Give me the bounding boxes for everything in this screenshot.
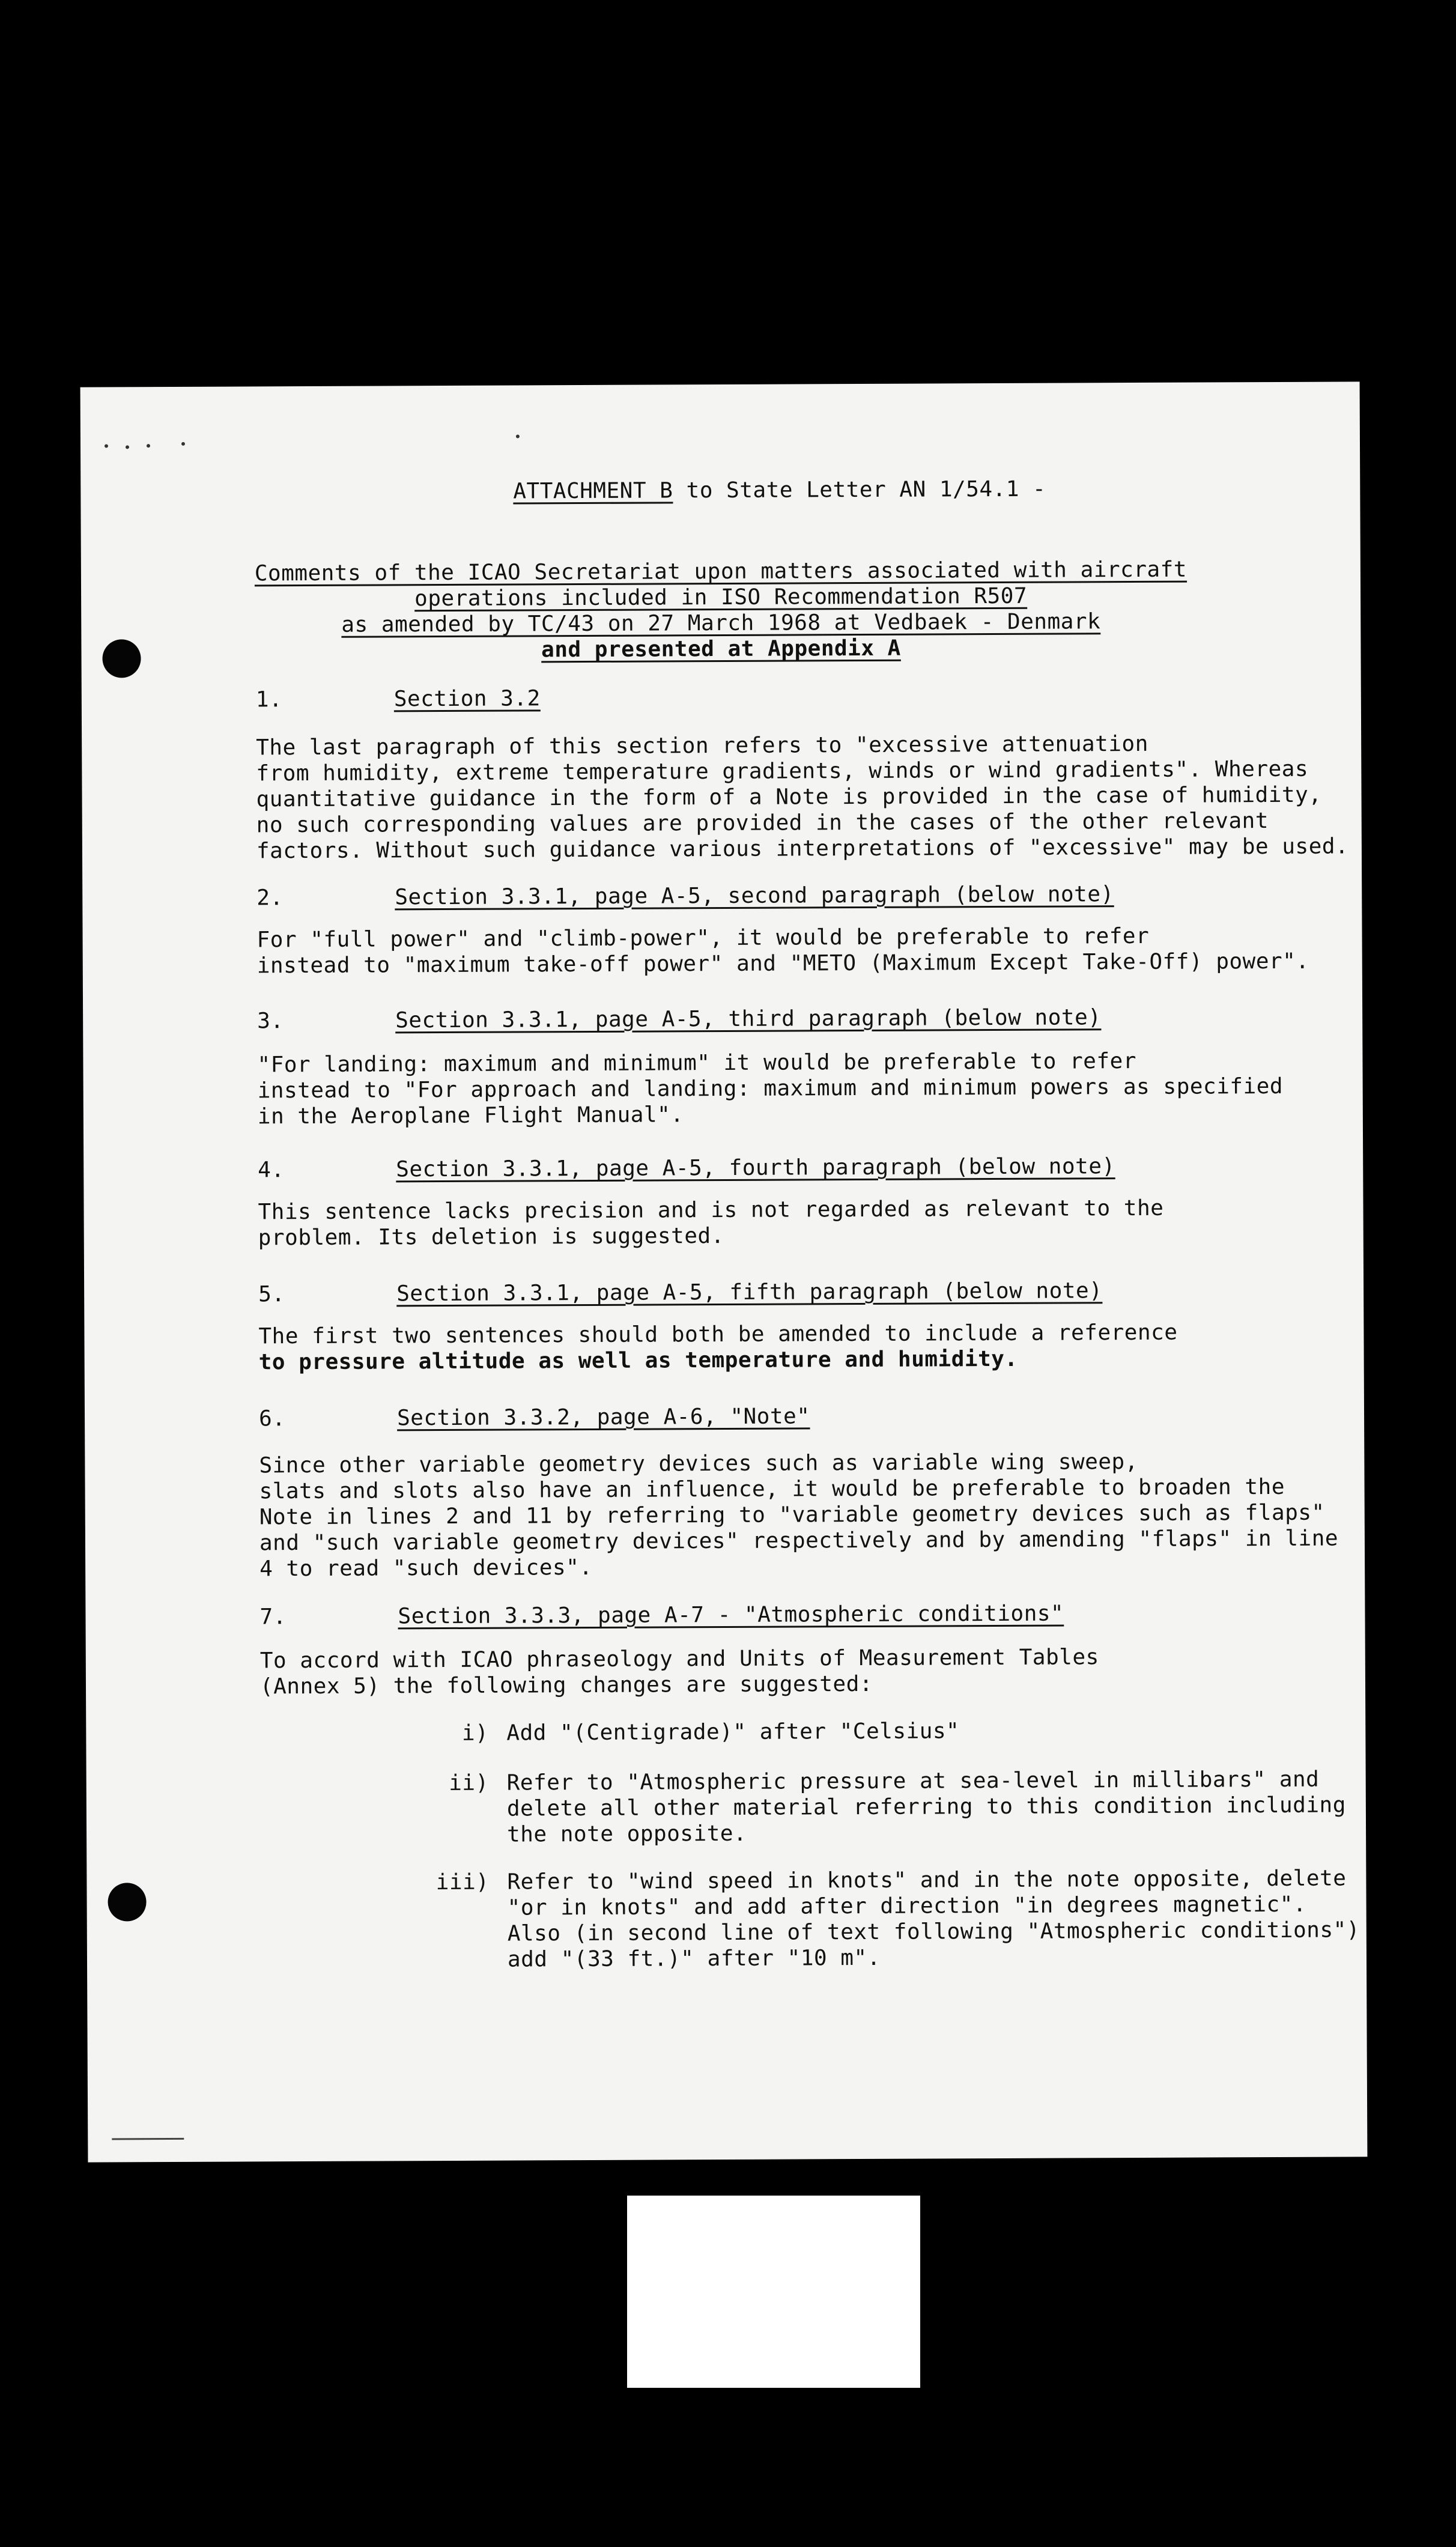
document-page: [80, 381, 1368, 2162]
section-heading: Section 3.3.1, page A-5, third paragraph (below note): [395, 1005, 1102, 1033]
body-line: slats and slots also have an influence, it would be preferable to broaden the: [259, 1474, 1285, 1504]
title-line-4: and presented at Appendix A: [541, 636, 901, 663]
body-line: instead to "maximum take-off power" and "METO (Maximum Except Take-Off) power".: [256, 949, 1309, 979]
body-line: For "full power" and "climb-power", it would be preferable to refer: [256, 923, 1150, 953]
body-line: to pressure altitude as well as temperature and humidity.: [258, 1346, 1018, 1375]
body-line: (Annex 5) the following changes are suggested:: [259, 1671, 873, 1699]
body-line: 4 to read "such devices".: [259, 1555, 593, 1582]
section-heading: Section 3.3.1, page A-5, fourth paragraph (below note): [396, 1154, 1115, 1182]
item-line: add "(33 ft.)" after "10 m".: [507, 1945, 881, 1972]
body-line: problem. Its deletion is suggested.: [258, 1223, 724, 1251]
item-label: ii): [449, 1770, 489, 1796]
section-number: 6.: [258, 1406, 286, 1431]
body-line: no such corresponding values are provided in the cases of the other relevant: [256, 809, 1269, 838]
attachment-label: ATTACHMENT B: [513, 478, 673, 504]
body-line: The first two sentences should both be amended to include a reference: [258, 1320, 1178, 1349]
title-line-1: Comments of the ICAO Secretariat upon matters associated with aircraft: [254, 557, 1188, 586]
body-line: To accord with ICAO phraseology and Units of Measurement Tables: [259, 1645, 1099, 1674]
body-line: "For landing: maximum and minimum" it would be preferable to refer: [257, 1048, 1137, 1078]
body-line: and "such variable geometry devices" respectively and by amending "flaps" in line: [259, 1526, 1339, 1556]
body-line: in the Aeroplane Flight Manual".: [257, 1102, 684, 1129]
section-number: 3.: [257, 1009, 284, 1034]
section-heading: Section 3.3.3, page A-7 - "Atmospheric conditions": [398, 1601, 1064, 1629]
speck: [147, 444, 150, 448]
item-line: the note opposite.: [506, 1821, 747, 1847]
speck: [105, 444, 108, 448]
item-line: Also (in second line of text following "Atmospheric conditions"): [507, 1917, 1360, 1946]
body-line: instead to "For approach and landing: maximum and minimum powers as specified: [257, 1073, 1284, 1103]
section-number: 5.: [258, 1282, 285, 1307]
item-line: "or in knots" and add after direction "in degrees magnetic".: [507, 1892, 1307, 1920]
item-line: Refer to "Atmospheric pressure at sea-level in millibars" and: [506, 1767, 1320, 1796]
speck: [126, 445, 129, 449]
body-line: factors. Without such guidance various interpretations of "excessive" may be used.: [256, 834, 1349, 864]
punch-hole: [108, 1883, 146, 1921]
item-line: Add "(Centigrade)" after "Celsius": [506, 1719, 960, 1746]
blank-card: [627, 2196, 920, 2388]
section-heading: Section 3.3.1, page A-5, second paragraph (below note): [395, 882, 1114, 910]
body-line: Note in lines 2 and 11 by referring to "variable geometry devices such as flaps": [259, 1500, 1325, 1530]
section-heading: Section 3.3.2, page A-6, "Note": [396, 1404, 810, 1431]
section-number: 7.: [259, 1604, 287, 1630]
body-line: quantitative guidance in the form of a Note is provided in the case of humidity,: [256, 782, 1322, 812]
item-line: Refer to "wind speed in knots" and in the note opposite, delete: [507, 1866, 1347, 1895]
edge-mark: [112, 2138, 184, 2140]
item-label: i): [461, 1720, 489, 1746]
body-line: Since other variable geometry devices such as variable wing sweep,: [259, 1449, 1138, 1478]
body-line: The last paragraph of this section refers to "excessive attenuation: [256, 731, 1148, 760]
state-letter-ref: to State Letter AN 1/54.1 -: [686, 476, 1046, 503]
section-heading: Section 3.3.1, page A-5, fifth paragraph (below note): [396, 1278, 1103, 1307]
speck: [181, 442, 185, 446]
title-line-2: operations included in ISO Recommendation R507: [414, 583, 1028, 612]
item-line: delete all other material referring to this condition including: [506, 1793, 1346, 1821]
body-line: This sentence lacks precision and is not regarded as relevant to the: [258, 1195, 1164, 1225]
body-line: from humidity, extreme temperature gradients, winds or wind gradients". Whereas: [256, 756, 1309, 786]
speck: [516, 434, 520, 438]
attachment-header: [513, 476, 1046, 505]
section-number: 1.: [255, 687, 283, 712]
section-heading: Section 3.2: [393, 686, 541, 712]
section-number: 4.: [258, 1158, 285, 1183]
title-line-3: as amended by TC/43 on 27 March 1968 at Vedbaek - Denmark: [341, 609, 1101, 637]
item-label: iii): [435, 1869, 490, 1895]
section-number: 2.: [256, 885, 284, 911]
